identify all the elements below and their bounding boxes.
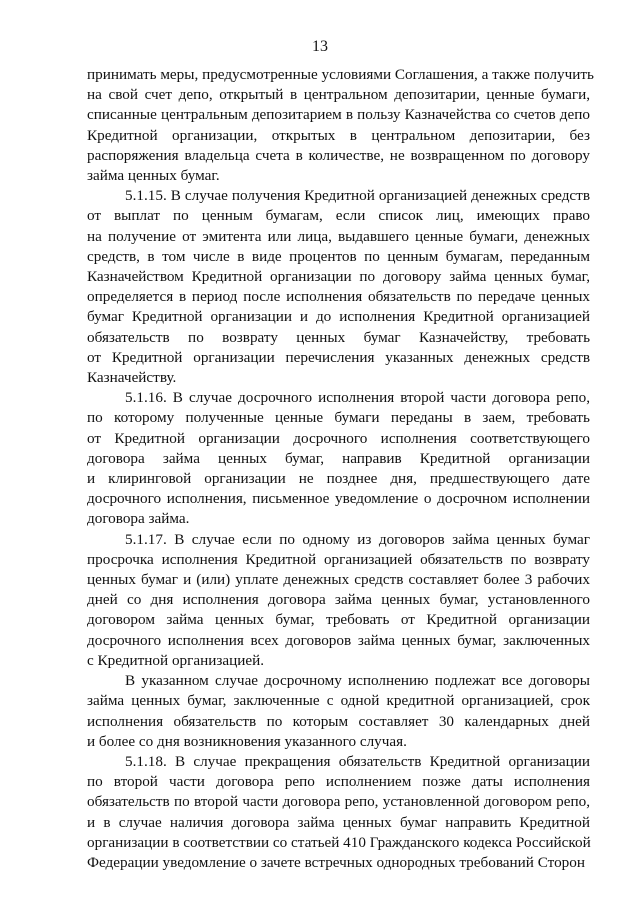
text-line: на свой счет депо, открытый в центральном депозитарии, ценные бумаги, [87, 86, 590, 104]
text-line: бумаг Кредитной организации и до исполнения Кредитной организацией [87, 308, 590, 326]
text-line: Кредитной организации, открытых в центральном депозитарии, без [87, 126, 590, 144]
text-line: обязательств по второй части договора репо, установленной договором репо, [87, 793, 590, 811]
text-line: на получение от эмитента или лица, выдавшего ценные бумаги, денежных [87, 227, 590, 245]
paragraph [87, 530, 590, 671]
text-line: организации в соответствии со статьей 410 Гражданского кодекса Российской [87, 833, 591, 851]
text-line: просрочка исполнения Кредитной организацией обязательств по возврату [87, 550, 590, 568]
text-line: распоряжения владельца счета в количестве, не возвращенном по договору [87, 146, 590, 164]
text-line: ценных бумаг и (или) уплате денежных средств составляет более 3 рабочих [87, 571, 590, 589]
text-line: 5.1.16. В случае досрочного исполнения второй части договора репо, [125, 389, 590, 407]
text-line: и более со дня возникновения указанного случая. [87, 732, 407, 750]
text-line: списанные центральным депозитарием в пользу Казначейства со счетов депо [87, 106, 590, 124]
text-line: с Кредитной организацией. [87, 651, 265, 669]
text-line: дней со дня исполнения договора займа ценных бумаг, установленного [87, 591, 590, 609]
text-line: договора займа ценных бумаг, направив Кредитной организации [87, 449, 590, 467]
text-line: обязательств по возврату ценных бумаг Казначейству, требовать [87, 328, 590, 346]
paragraph [87, 186, 590, 388]
text-line: и в случае наличия договора займа ценных бумаг направить Кредитной [87, 813, 590, 831]
text-line: по второй части договора репо исполнением позже даты исполнения [87, 773, 590, 791]
text-line: исполнения обязательств по которым составляет 30 календарных дней [87, 712, 590, 730]
paragraph [87, 388, 590, 529]
text-line: займа ценных бумаг, заключенные с одной кредитной организацией, срок [87, 692, 590, 710]
text-line: определяется в период после исполнения обязательств по передаче ценных [87, 288, 590, 306]
text-line: 5.1.17. В случае если по одному из договоров займа ценных бумаг [125, 530, 590, 548]
text-line: 5.1.18. В случае прекращения обязательств Кредитной организации [125, 752, 590, 770]
text-line: В указанном случае досрочному исполнению подлежат все договоры [125, 672, 590, 690]
page-number: 13 [312, 38, 328, 55]
text-line: Казначейством Кредитной организации по договору займа ценных бумаг, [87, 268, 590, 286]
paragraph [87, 752, 590, 873]
text-line: досрочного исполнения, письменное уведомление о досрочном исполнении [87, 490, 590, 508]
text-line: и клиринговой организации не позднее дня, предшествующего дате [87, 470, 590, 488]
text-line: от Кредитной организации перечисления указанных денежных средств [87, 348, 590, 366]
text-line: Федерации уведомление о зачете встречных однородных требований Сторон [87, 853, 585, 871]
text-line: принимать меры, предусмотренные условиями Соглашения, а также получить [87, 66, 594, 83]
text-line: Казначейству. [87, 369, 177, 387]
document-body [87, 65, 594, 873]
paragraph [87, 671, 590, 752]
text-line: 5.1.15. В случае получения Кредитной организацией денежных средств [125, 187, 590, 205]
text-line: досрочного исполнения всех договоров займа ценных бумаг, заключенных [87, 631, 590, 649]
text-line: займа ценных бумаг. [87, 167, 220, 185]
text-line: договора займа. [87, 510, 190, 528]
text-line: средств, в том числе в виде процентов по ценным бумагам, переданным [87, 247, 590, 265]
text-line: от Кредитной организации досрочного исполнения соответствующего [87, 429, 590, 447]
text-line: от выплат по ценным бумагам, если список лиц, имеющих право [87, 207, 590, 225]
paragraph [87, 65, 594, 186]
text-line: по которому полученные ценные бумаги переданы в заем, требовать [87, 409, 590, 427]
text-line: договором займа ценных бумаг, требовать от Кредитной организации [87, 611, 590, 629]
